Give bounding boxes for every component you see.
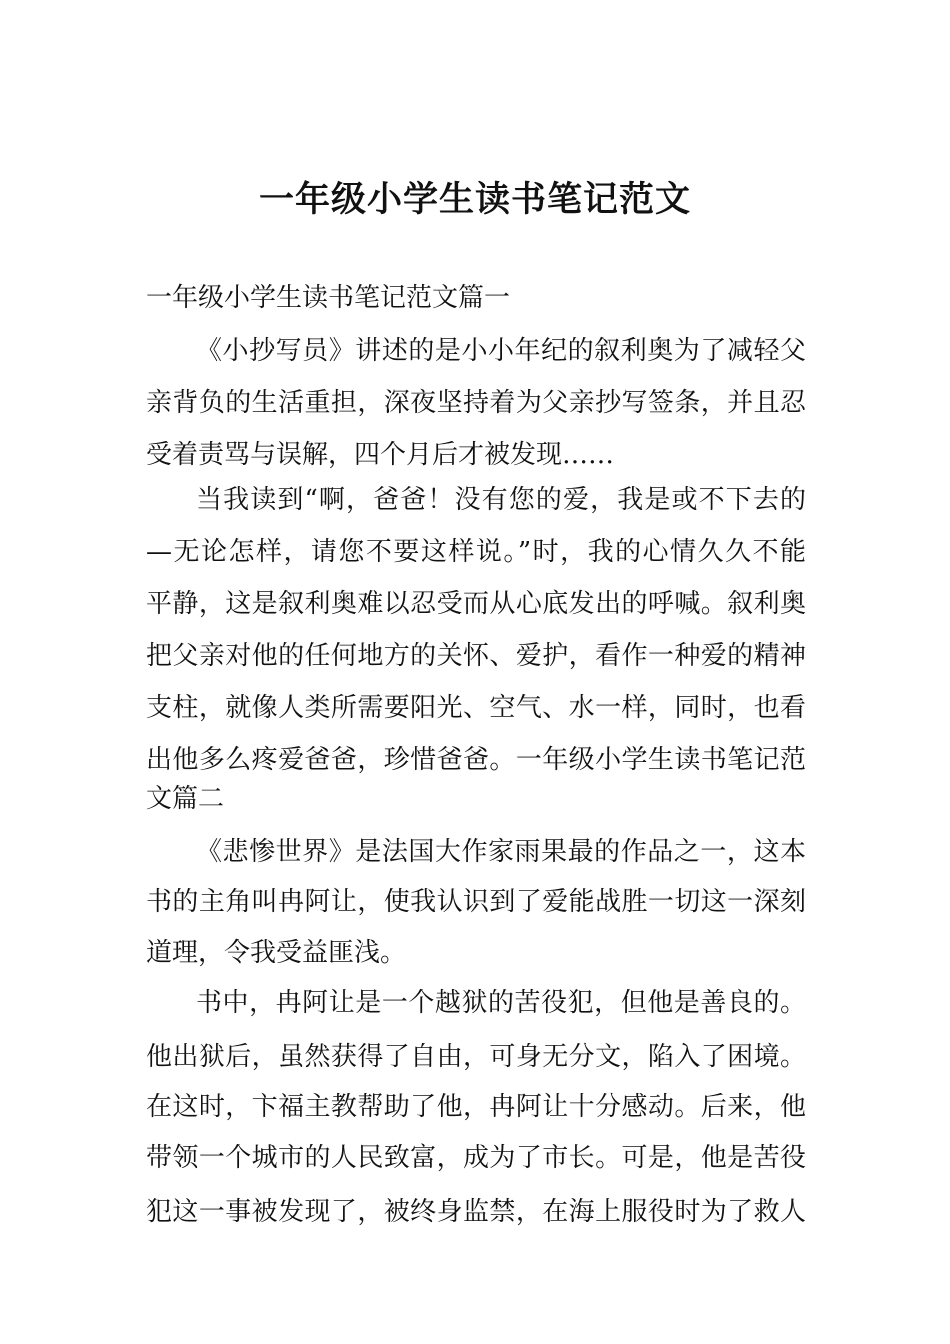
paragraph-line: 书中，冉阿让是一个越狱的苦役犯，但他是善良的。: [196, 988, 806, 1018]
paragraph-line: 亲背负的生活重担，深夜坚持着为父亲抄写签条，并且忍: [146, 388, 806, 418]
paragraph-line: 道理，令我受益匪浅。: [146, 938, 407, 968]
paragraph-line: 平静，这是叙利奥难以忍受而从心底发出的呼喊。叙利奥: [146, 589, 806, 619]
paragraph-line: —无论怎样，请您不要这样说。”时，我的心情久久不能: [146, 537, 806, 567]
paragraph-line: 带领一个城市的人民致富，成为了市长。可是，他是苦役: [146, 1143, 806, 1173]
paragraph-line: 《小抄写员》讲述的是小小年纪的叙利奥为了减轻父: [196, 336, 806, 366]
paragraph-line: 《悲惨世界》是法国大作家雨果最的作品之一，这本: [196, 837, 806, 867]
document-title: 一年级小学生读书笔记范文: [258, 180, 691, 220]
section-heading-1: 一年级小学生读书笔记范文篇一: [146, 283, 511, 313]
paragraph-line: 书的主角叫冉阿让，使我认识到了爱能战胜一切这一深刻: [146, 887, 806, 917]
paragraph-line: 犯这一事被发现了，被终身监禁，在海上服役时为了救人: [146, 1197, 806, 1227]
paragraph-line: 在这时，卞福主教帮助了他，冉阿让十分感动。后来，他: [146, 1092, 806, 1122]
paragraph-line: 他出狱后，虽然获得了自由，可身无分文，陷入了困境。: [146, 1042, 806, 1072]
paragraph-line: 支柱，就像人类所需要阳光、空气、水一样，同时，也看: [146, 693, 806, 723]
paragraph-line: 受着责骂与误解，四个月后才被发现……: [146, 440, 615, 470]
section-heading-2: 文篇二: [146, 784, 225, 814]
paragraph-line: 当我读到“啊，爸爸！没有您的爱，我是或不下去的: [196, 485, 806, 515]
paragraph-line: 把父亲对他的任何地方的关怀、爱护，看作一种爱的精神: [146, 641, 806, 671]
paragraph-line: 出他多么疼爱爸爸，珍惜爸爸。一年级小学生读书笔记范: [146, 745, 806, 775]
